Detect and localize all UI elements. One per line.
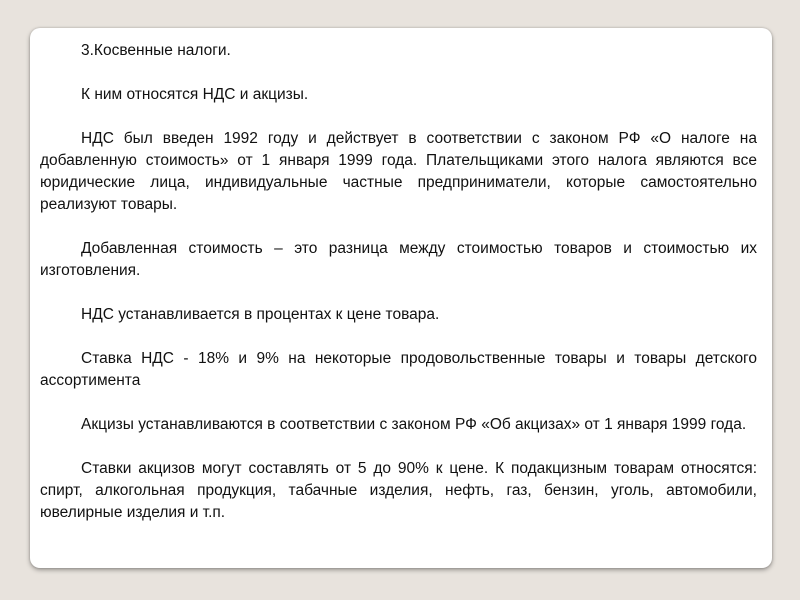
paragraph-excise-law: Акцизы устанавливаются в соответствии с законом РФ «Об акцизах» от 1 января 1999 года. [81,416,747,433]
paragraph-spacer [40,216,757,238]
paragraph-excise-rates: Ставки акцизов могут составлять от 5 до 90% к цене. К подакцизным товарам относятся: спирт, алкогольная продукция, табачные изделия, нефть, газ, бензин, уголь, автомобили, ювелирные изделия и т.п. [40,460,757,521]
paragraph-vat-rate: Ставка НДС - 18% и 9% на некоторые продовольственные товары и товары детского ассортимента [40,350,757,389]
section-heading: 3.Косвенные налоги. [81,42,231,59]
paragraph-vat-law: НДС был введен 1992 году и действует в соответствии с законом РФ «О налоге на добавленную стоимость» от 1 января 1999 года. Плательщиками этого налога являются все юридические лица, индивидуальные частные предприниматели, которые самостоятельно реализуют товары. [40,130,757,213]
paragraph-spacer [40,282,757,304]
paragraph-spacer [40,436,757,458]
paragraph-added-value-definition: Добавленная стоимость – это разница между стоимостью товаров и стоимостью их изготовления. [40,240,757,279]
paragraph-vat-percentage: НДС устанавливается в процентах к цене товара. [81,306,440,323]
paragraph-spacer [40,62,757,84]
paragraph-spacer [40,392,757,414]
paragraph-vat-excise-intro: К ним относятся НДС и акцизы. [81,86,309,103]
paragraph-spacer [40,326,757,348]
paragraph-spacer [40,106,757,128]
document-body [40,40,757,524]
